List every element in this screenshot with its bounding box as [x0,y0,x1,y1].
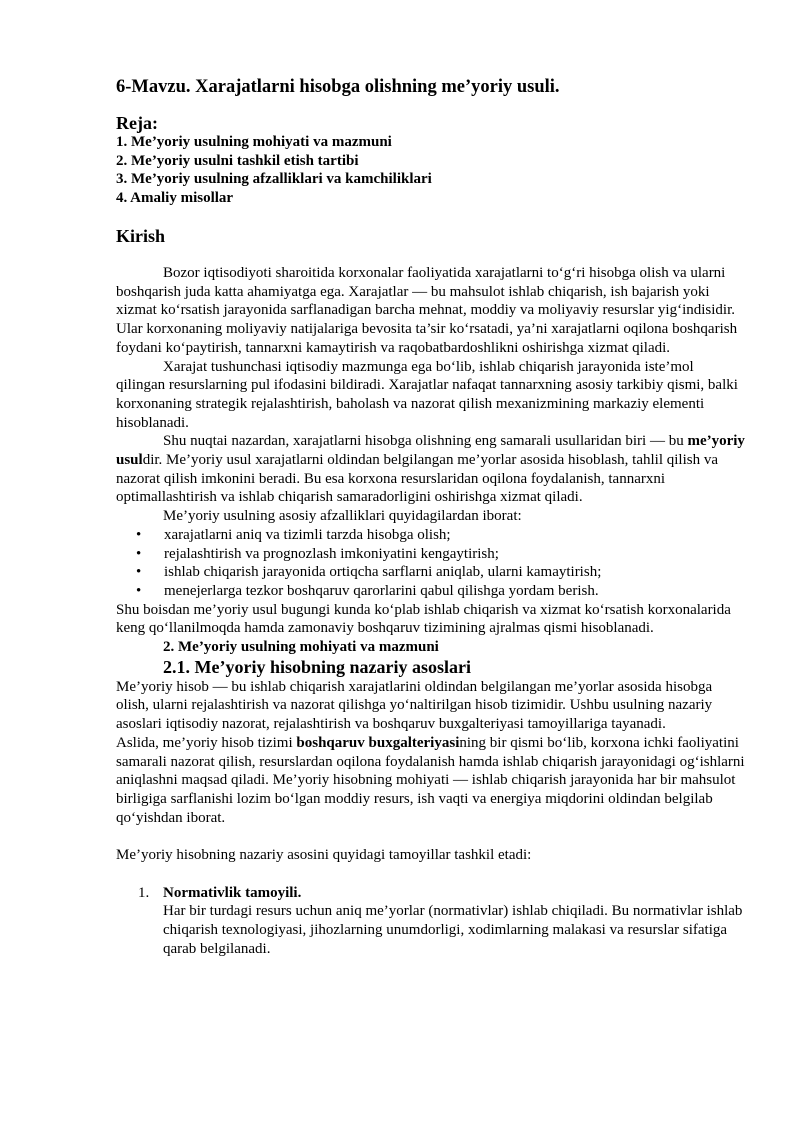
bullet-marker: • [136,526,142,543]
intro-heading: Kirish [116,226,166,246]
bullet-text: ishlab chiqarish jarayonida ortiqcha sarflarni aniqlab, ularni kamaytirish; [164,564,602,581]
subsection-heading: 2.1. Me’yoriy hisobning nazariy asoslari [163,656,472,677]
bullet-item [116,582,746,601]
bold-term: me’yoriy usul [116,433,745,469]
bullet-text: rejalashtirish va prognozlash imkoniyatini kengaytirish; [164,545,499,562]
text-run: dir. Me’yoriy usul xarajatlarni oldindan belgilangan me’yorlar asosida hisoblash, tahlil qilish va nazorat qilish imkonini beradi. Bu esa korxona resurslaridan oqilona foydalanish, tannarxni optimallashtirish va ishlab chiqarish samaradorligini oshirishga xizmat qiladi. [116,452,718,506]
plan-item: 4. Amaliy misollar [116,190,234,207]
plan-item: 3. Me’yoriy usulning afzalliklari va kamchiliklari [116,171,432,188]
text-run: ning bir qismi bo‘lib, korxona ichki faoliyatini samarali nazorat qilish, resurslardan oqilona foydalanish hamda ishlab chiqarish jarayonidagi og‘ishlarni aniqlashni maqsad qiladi. Me’yoriy hisobning mohiyati — ishlab chiqarish jarayonida har bir mahsulot birligiga sarflanishi lozim bo‘lgan moddiy resurs, ish vaqti va energiya miqdorini oldindan belgilab qo‘yishdan iborat. [116,734,745,826]
intro-paragraph: Xarajat tushunchasi iqtisodiy mazmunga ega bo‘lib, ishlab chiqarish jarayonida iste’mol qilingan resurslarning pul ifodasini bildiradi. Xarajatlar nafaqat tannarxning asosiy tarkibiy qismi, balki korxonaning strategik rejalashtirish, baholash va nazorat qilish mexanizmining markaziy elementi hisoblanadi. [116,358,738,431]
intro-paragraph: Bozor iqtisodiyoti sharoitida korxonalar faoliyatida xarajatlarni to‘g‘ri hisobga olish va ularni boshqarish juda katta ahamiyatga ega. Xarajatlar — bu mahsulot ishlab chiqarish, ish bajarish yoki xizmat ko‘rsatish jarayonida sarflanadigan barcha mehnat, moddiy va moliyaviy resurslar yig‘indisidir. Ular korxonaning moliyaviy natijalariga bevosita ta’sir ko‘rsatadi, ya’ni xarajatlarni oqilona boshqarish foydani ko‘paytirish, tannarxni kamaytirish va raqobatbardoshlikni oshirishga xizmat qiladi. [116,265,738,356]
bullet-marker: • [136,582,142,599]
principle-item [116,884,746,959]
intro-paragraph: Shu boisdan me’yoriy usul bugungi kunda ko‘plab ishlab chiqarish va xizmat ko‘rsatish korxonalarida keng qo‘llanilmoqda hamda zamonaviy boshqaruv tizimining ajralmas qismi hisoblanadi. [116,601,731,637]
bullet-text: menejerlarga tezkor boshqaruv qarorlarini qabul qilishga yordam berish. [164,582,599,599]
section-paragraph [116,734,746,828]
body-text [116,264,746,959]
bullet-marker: • [136,564,142,581]
text-run: Aslida, me’yoriy hisob tizimi [116,734,297,751]
bullet-item [116,526,746,545]
page-title: 6-Mavzu. Xarajatlarni hisobga olishning me’yoriy usuli. [116,77,560,97]
bold-term: boshqaruv buxgalteriyasi [296,734,460,751]
plan-item: 2. Me’yoriy usulni tashkil etish tartibi [116,152,359,169]
intro-paragraph [116,432,746,507]
section-paragraph: Me’yoriy hisob — bu ishlab chiqarish xarajatlarini oldindan belgilangan me’yorlar asosida hisobga olish, ularni rejalashtirish va nazorat qilishga yo‘naltirilgan hisob tizimidir. Ushbu usulning nazariy asoslari iqtisodiy nazorat, rejalashtirish va boshqaruv buxgalteriyasi tamoyillariga tayanadi. [116,678,713,733]
intro-paragraph: Me’yoriy usulning asosiy afzalliklari quyidagilardan iborat: [163,508,522,525]
bullet-item [116,563,746,582]
text-run: Shu nuqtai nazardan, xarajatlarni hisobga olishning eng samarali usullaridan biri — bu [163,433,688,450]
plan-heading: Reja: [116,113,158,133]
section-paragraph: Me’yoriy hisobning nazariy asosini quyidagi tamoyillar tashkil etadi: [116,847,532,864]
principle-title: Normativlik tamoyili. [163,884,302,901]
spacer [116,827,746,846]
principle-number: 1. [138,884,150,901]
plan-list [116,133,432,208]
bullet-text: xarajatlarni aniq va tizimli tarzda hisobga olish; [164,526,451,543]
principle-text: Har bir turdagi resurs uchun aniq me’yorlar (normativlar) ishlab chiqiladi. Bu normativlar ishlab chiqarish texnologiyasi, jihozlarning unumdorligi, xodimlarning malakasi va resurslar sifatiga qarab belgilanadi. [163,903,743,957]
section-heading: 2. Me’yoriy usulning mohiyati va mazmuni [163,639,439,656]
bullet-marker: • [136,545,142,562]
bullet-item [116,545,746,564]
plan-item: 1. Me’yoriy usulning mohiyati va mazmuni [116,134,392,150]
